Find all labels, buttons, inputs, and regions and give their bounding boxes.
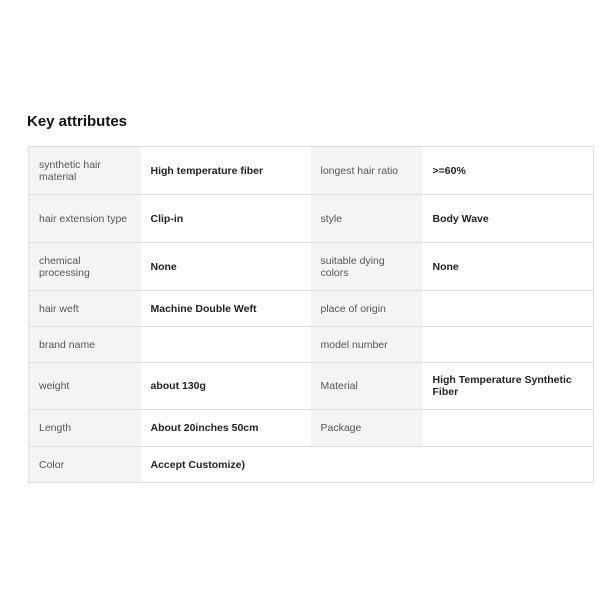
table-row: [29, 410, 594, 447]
attribute-label: hair extension type: [29, 195, 141, 243]
attribute-label: brand name: [29, 327, 141, 363]
section-title: Key attributes: [27, 113, 128, 130]
attribute-label: Color: [29, 447, 141, 483]
attribute-label: Material: [311, 363, 423, 410]
attribute-value: High temperature fiber: [141, 147, 311, 195]
attribute-label: suitable dying colors: [311, 243, 423, 291]
table-row: [29, 447, 594, 483]
attribute-value: [423, 291, 594, 327]
attribute-label: style: [311, 195, 423, 243]
attribute-value: >=60%: [423, 147, 594, 195]
attribute-value: Accept Customize): [141, 447, 594, 483]
attribute-label: hair weft: [29, 291, 141, 327]
attribute-label: Length: [29, 410, 141, 447]
attribute-value: High Temperature Synthetic Fiber: [423, 363, 594, 410]
attribute-value: [423, 327, 594, 363]
attributes-table: [28, 146, 594, 483]
attribute-label: weight: [29, 363, 141, 410]
attribute-value: None: [423, 243, 594, 291]
attribute-label: place of origin: [311, 291, 423, 327]
attribute-value: about 130g: [141, 363, 311, 410]
attribute-value: [423, 410, 594, 447]
attribute-value: About 20inches 50cm: [141, 410, 311, 447]
attribute-value: Body Wave: [423, 195, 594, 243]
attribute-label: synthetic hair material: [29, 147, 141, 195]
table-row: [29, 363, 594, 410]
attribute-value: Machine Double Weft: [141, 291, 311, 327]
table-row: [29, 195, 594, 243]
table-row: [29, 147, 594, 195]
attribute-value: [141, 327, 311, 363]
attribute-value: None: [141, 243, 311, 291]
table-row: [29, 327, 594, 363]
attribute-label: longest hair ratio: [311, 147, 423, 195]
table-row: [29, 291, 594, 327]
attribute-label: Package: [311, 410, 423, 447]
table-row: [29, 243, 594, 291]
attribute-label: chemical processing: [29, 243, 141, 291]
attribute-value: Clip-in: [141, 195, 311, 243]
attribute-label: model number: [311, 327, 423, 363]
